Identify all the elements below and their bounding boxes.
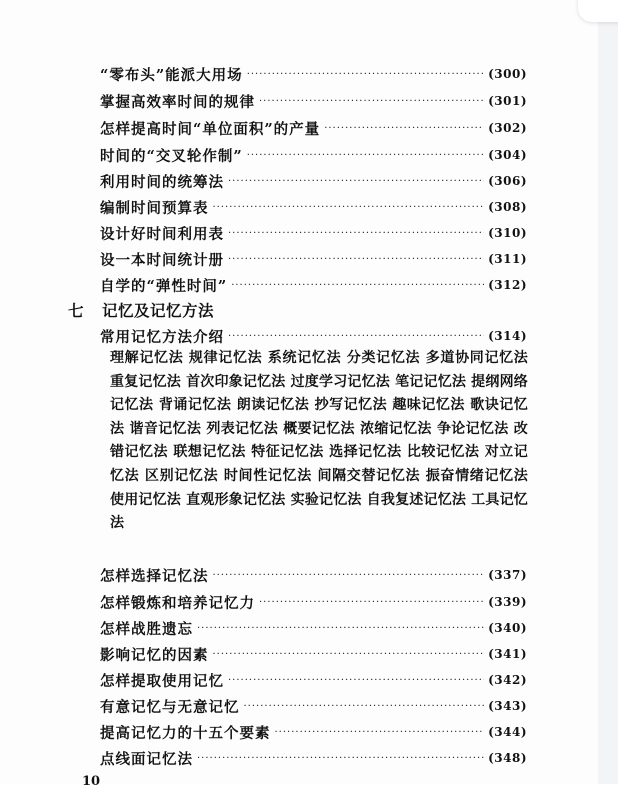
toc-entry-title: 怎样战胜遗忘 <box>100 620 193 638</box>
toc-entry[interactable] <box>100 644 527 664</box>
toc-entry-title: 点线面记忆法 <box>100 750 193 768</box>
toc-entry[interactable] <box>100 171 527 191</box>
toc-entry-title: 提高记忆力的十五个要素 <box>100 724 271 742</box>
chapter-title: 记忆及记忆方法 <box>102 301 215 320</box>
toc-entry[interactable] <box>100 618 527 638</box>
toc-entry-page: (348) <box>488 751 527 765</box>
toc-entry-title: 自学的“弹性时间” <box>100 277 228 295</box>
toc-entry[interactable] <box>100 722 527 742</box>
toc-entry[interactable] <box>100 249 527 269</box>
toc-entry-title: “零布头”能派大用场 <box>100 66 243 84</box>
dot-leader <box>197 751 484 765</box>
toc-entry[interactable] <box>100 197 527 217</box>
toc-entry-title: 怎样锻炼和培养记忆力 <box>100 594 255 612</box>
toc-entry[interactable] <box>100 223 527 243</box>
viewer-corner-card <box>578 0 618 22</box>
dot-leader <box>247 148 484 162</box>
dot-leader <box>213 647 485 661</box>
toc-entry-page: (301) <box>488 94 527 108</box>
toc-entry-page: (337) <box>488 568 527 582</box>
dot-leader <box>213 568 485 582</box>
toc-entry-page: (300) <box>488 67 527 81</box>
dot-leader <box>324 121 484 135</box>
dot-leader <box>259 94 484 108</box>
toc-entry[interactable] <box>100 565 527 585</box>
toc-entry-page: (339) <box>488 595 527 609</box>
dot-leader <box>259 595 484 609</box>
dot-leader <box>228 329 484 343</box>
toc-entry-page: (314) <box>488 329 527 343</box>
toc-entry-title: 时间的“交叉轮作制” <box>100 147 243 165</box>
toc-entry[interactable] <box>100 64 527 84</box>
toc-entry[interactable] <box>100 326 527 346</box>
toc-entry-page: (312) <box>488 278 527 292</box>
toc-entry-title: 有意记忆与无意记忆 <box>100 698 240 716</box>
chapter-heading[interactable] <box>68 299 214 321</box>
toc-entry-page: (342) <box>488 673 527 687</box>
toc-entry-page: (304) <box>488 148 527 162</box>
dot-leader <box>228 673 484 687</box>
viewer-side-strip <box>598 0 618 784</box>
toc-entry-title: 影响记忆的因素 <box>100 646 209 664</box>
toc-entry-page: (341) <box>488 647 527 661</box>
dot-leader <box>247 67 484 81</box>
toc-entry-title: 怎样提取使用记忆 <box>100 672 224 690</box>
toc-entry-page: (340) <box>488 621 527 635</box>
toc-entry-title: 编制时间预算表 <box>100 199 209 217</box>
toc-entry[interactable] <box>100 118 527 138</box>
page-number: 10 <box>82 774 101 789</box>
toc-entry-page: (343) <box>488 699 527 713</box>
toc-entry-title: 怎样提高时间“单位面积”的产量 <box>100 120 321 138</box>
dot-leader <box>231 278 484 292</box>
dot-leader <box>213 200 485 214</box>
toc-entry-title: 设一本时间统计册 <box>100 251 224 269</box>
memory-methods-list: 理解记忆法 规律记忆法 系统记忆法 分类记忆法 多道协同记忆法 重复记忆法 首次印象记忆法 过度学习记忆法 笔记记忆法 提纲网络记忆法 背诵记忆法 朗读记忆法 抄写记忆法 趣味记忆法 歌诀记忆法 谐音记忆法 列表记忆法 概要记忆法 浓缩记忆法 争论记忆法 改错记忆法 联想记忆法 特征记忆法 选择记忆法 比较记忆法 对立记忆法 区别记忆法 时间性记忆法 间隔交替记忆法 振奋情绪记忆法 使用记忆法 直观形象记忆法 实验记忆法 自我复述记忆法 工具记忆法 <box>110 350 528 532</box>
toc-entry[interactable] <box>100 670 527 690</box>
toc-entry[interactable] <box>100 145 527 165</box>
dot-leader <box>197 621 484 635</box>
toc-entry-page: (308) <box>488 200 527 214</box>
toc-entry-page: (310) <box>488 226 527 240</box>
toc-entry[interactable] <box>100 275 527 295</box>
toc-entry[interactable] <box>100 748 527 768</box>
dot-leader <box>228 174 484 188</box>
dot-leader <box>228 226 484 240</box>
toc-entry[interactable] <box>100 91 527 111</box>
dot-leader <box>275 725 485 739</box>
toc-entry-title: 设计好时间利用表 <box>100 225 224 243</box>
toc-entry-title: 怎样选择记忆法 <box>100 567 209 585</box>
dot-leader <box>244 699 485 713</box>
toc-entry-page: (306) <box>488 174 527 188</box>
dot-leader <box>228 252 484 266</box>
toc-entry-page: (302) <box>488 121 527 135</box>
chapter-number: 七 <box>68 301 84 320</box>
toc-entry-page: (311) <box>488 252 527 266</box>
toc-entry-title: 利用时间的统筹法 <box>100 173 224 191</box>
toc-entry-page: (344) <box>488 725 527 739</box>
toc-entry-title: 掌握高效率时间的规律 <box>100 93 255 111</box>
toc-entry[interactable] <box>100 696 527 716</box>
toc-entry[interactable] <box>100 592 527 612</box>
toc-entry-title: 常用记忆方法介绍 <box>100 328 224 346</box>
